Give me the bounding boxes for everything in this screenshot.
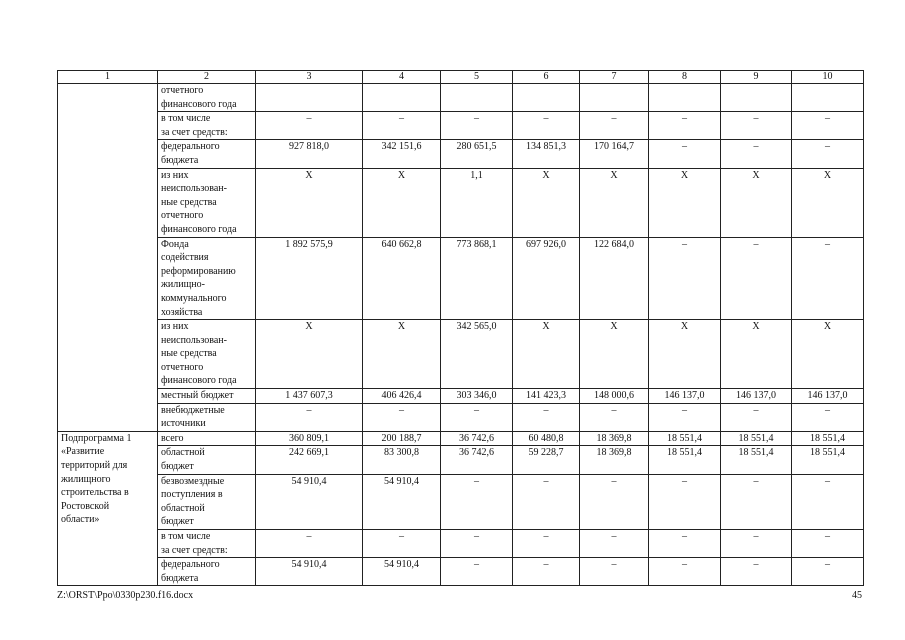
value-cell: Х bbox=[513, 168, 580, 237]
table-row bbox=[58, 168, 864, 237]
value-cell: – bbox=[513, 112, 580, 140]
value-cell: – bbox=[363, 112, 441, 140]
table-row bbox=[58, 84, 864, 112]
value-cell: 406 426,4 bbox=[363, 389, 441, 404]
header-cell: 6 bbox=[513, 71, 580, 84]
value-cell: – bbox=[721, 112, 792, 140]
table-row bbox=[58, 474, 864, 529]
value-cell: 36 742,6 bbox=[441, 446, 513, 474]
source-label: в том числе за счет средств: bbox=[158, 112, 256, 140]
value-cell: 360 809,1 bbox=[256, 431, 363, 446]
value-cell: – bbox=[580, 112, 649, 140]
value-cell: – bbox=[649, 558, 721, 586]
value-cell: – bbox=[256, 530, 363, 558]
value-cell: Х bbox=[363, 168, 441, 237]
value-cell: – bbox=[649, 237, 721, 320]
source-label: отчетного финансового года bbox=[158, 84, 256, 112]
value-cell: – bbox=[721, 237, 792, 320]
table-row bbox=[58, 403, 864, 431]
value-cell: Х bbox=[649, 320, 721, 389]
value-cell: – bbox=[441, 530, 513, 558]
value-cell: 54 910,4 bbox=[363, 474, 441, 529]
value-cell: – bbox=[363, 403, 441, 431]
value-cell: – bbox=[513, 530, 580, 558]
value-cell: 773 868,1 bbox=[441, 237, 513, 320]
value-cell: 146 137,0 bbox=[721, 389, 792, 404]
value-cell: – bbox=[256, 403, 363, 431]
value-cell bbox=[513, 84, 580, 112]
value-cell: Х bbox=[792, 320, 864, 389]
source-label: областной бюджет bbox=[158, 446, 256, 474]
value-cell: – bbox=[721, 558, 792, 586]
table-row bbox=[58, 558, 864, 586]
value-cell: 18 551,4 bbox=[792, 431, 864, 446]
budget-table bbox=[57, 70, 864, 586]
value-cell: – bbox=[721, 140, 792, 168]
header-cell: 2 bbox=[158, 71, 256, 84]
header-cell: 5 bbox=[441, 71, 513, 84]
value-cell: 280 651,5 bbox=[441, 140, 513, 168]
value-cell: Х bbox=[721, 168, 792, 237]
header-cell: 3 bbox=[256, 71, 363, 84]
value-cell: – bbox=[649, 403, 721, 431]
value-cell: 60 480,8 bbox=[513, 431, 580, 446]
value-cell: – bbox=[792, 112, 864, 140]
table-row bbox=[58, 446, 864, 474]
value-cell: – bbox=[792, 474, 864, 529]
value-cell: Х bbox=[256, 168, 363, 237]
value-cell: Х bbox=[721, 320, 792, 389]
value-cell: 1,1 bbox=[441, 168, 513, 237]
header-row bbox=[58, 71, 864, 84]
value-cell: – bbox=[580, 403, 649, 431]
value-cell: 640 662,8 bbox=[363, 237, 441, 320]
value-cell: 18 551,4 bbox=[792, 446, 864, 474]
table-row bbox=[58, 431, 864, 446]
header-cell: 9 bbox=[721, 71, 792, 84]
value-cell: – bbox=[649, 530, 721, 558]
value-cell: – bbox=[721, 403, 792, 431]
value-cell: – bbox=[513, 474, 580, 529]
value-cell: Х bbox=[580, 320, 649, 389]
value-cell bbox=[363, 84, 441, 112]
value-cell: – bbox=[580, 558, 649, 586]
value-cell: – bbox=[441, 403, 513, 431]
value-cell bbox=[441, 84, 513, 112]
value-cell: 242 669,1 bbox=[256, 446, 363, 474]
source-label: всего bbox=[158, 431, 256, 446]
table-row bbox=[58, 112, 864, 140]
source-label: из них неиспользован- ные средства отчетного финансового года bbox=[158, 320, 256, 389]
value-cell: – bbox=[649, 474, 721, 529]
value-cell: – bbox=[792, 403, 864, 431]
value-cell: 36 742,6 bbox=[441, 431, 513, 446]
page-number: 45 bbox=[852, 590, 862, 601]
value-cell: – bbox=[721, 530, 792, 558]
footer-file-path: Z:\ORST\Ppo\0330p230.f16.docx bbox=[57, 590, 194, 601]
value-cell: 54 910,4 bbox=[256, 558, 363, 586]
value-cell: – bbox=[441, 558, 513, 586]
value-cell: – bbox=[513, 558, 580, 586]
source-label: местный бюджет bbox=[158, 389, 256, 404]
table-row bbox=[58, 320, 864, 389]
value-cell: – bbox=[441, 112, 513, 140]
value-cell: 927 818,0 bbox=[256, 140, 363, 168]
value-cell: – bbox=[580, 530, 649, 558]
value-cell: – bbox=[721, 474, 792, 529]
value-cell: – bbox=[580, 474, 649, 529]
header-cell: 8 bbox=[649, 71, 721, 84]
table-row bbox=[58, 389, 864, 404]
value-cell: 148 000,6 bbox=[580, 389, 649, 404]
source-label: внебюджетные источники bbox=[158, 403, 256, 431]
value-cell: – bbox=[792, 558, 864, 586]
value-cell: – bbox=[363, 530, 441, 558]
header-cell: 7 bbox=[580, 71, 649, 84]
value-cell: 18 369,8 bbox=[580, 446, 649, 474]
value-cell: – bbox=[792, 530, 864, 558]
source-label: безвозмездные поступления в областной бюджет bbox=[158, 474, 256, 529]
value-cell: 134 851,3 bbox=[513, 140, 580, 168]
value-cell: 18 551,4 bbox=[649, 431, 721, 446]
value-cell: 59 228,7 bbox=[513, 446, 580, 474]
value-cell: – bbox=[792, 140, 864, 168]
table-row bbox=[58, 140, 864, 168]
value-cell: 342 151,6 bbox=[363, 140, 441, 168]
table-row bbox=[58, 530, 864, 558]
value-cell: 697 926,0 bbox=[513, 237, 580, 320]
value-cell: 141 423,3 bbox=[513, 389, 580, 404]
value-cell: Х bbox=[580, 168, 649, 237]
source-label: федерального бюджета bbox=[158, 140, 256, 168]
source-label: в том числе за счет средств: bbox=[158, 530, 256, 558]
source-label: федерального бюджета bbox=[158, 558, 256, 586]
value-cell: Х bbox=[513, 320, 580, 389]
value-cell: – bbox=[792, 237, 864, 320]
value-cell: 54 910,4 bbox=[363, 558, 441, 586]
table-row bbox=[58, 237, 864, 320]
value-cell: 18 551,4 bbox=[649, 446, 721, 474]
subprogram-cell: Подпрограмма 1 «Развитие территорий для жилищного строительства в Ростовской области» bbox=[58, 431, 158, 586]
value-cell: – bbox=[441, 474, 513, 529]
value-cell: 303 346,0 bbox=[441, 389, 513, 404]
value-cell: 18 369,8 bbox=[580, 431, 649, 446]
value-cell: 18 551,4 bbox=[721, 446, 792, 474]
value-cell: 122 684,0 bbox=[580, 237, 649, 320]
value-cell: 54 910,4 bbox=[256, 474, 363, 529]
table-header bbox=[58, 71, 864, 84]
value-cell: – bbox=[256, 112, 363, 140]
value-cell: Х bbox=[363, 320, 441, 389]
value-cell: Х bbox=[792, 168, 864, 237]
value-cell: 170 164,7 bbox=[580, 140, 649, 168]
value-cell bbox=[256, 84, 363, 112]
value-cell: 146 137,0 bbox=[649, 389, 721, 404]
source-label: из них неиспользован- ные средства отчетного финансового года bbox=[158, 168, 256, 237]
value-cell: – bbox=[513, 403, 580, 431]
value-cell: – bbox=[649, 140, 721, 168]
program-cell-empty bbox=[58, 84, 158, 432]
source-label: Фонда содействия реформированию жилищно- коммунального хозяйства bbox=[158, 237, 256, 320]
value-cell: 146 137,0 bbox=[792, 389, 864, 404]
value-cell bbox=[580, 84, 649, 112]
header-cell: 4 bbox=[363, 71, 441, 84]
value-cell: Х bbox=[649, 168, 721, 237]
value-cell: – bbox=[649, 112, 721, 140]
value-cell bbox=[649, 84, 721, 112]
value-cell: 18 551,4 bbox=[721, 431, 792, 446]
value-cell: 1 892 575,9 bbox=[256, 237, 363, 320]
value-cell: Х bbox=[256, 320, 363, 389]
value-cell: 200 188,7 bbox=[363, 431, 441, 446]
value-cell: 83 300,8 bbox=[363, 446, 441, 474]
value-cell: 342 565,0 bbox=[441, 320, 513, 389]
value-cell bbox=[721, 84, 792, 112]
table-body bbox=[58, 84, 864, 586]
value-cell bbox=[792, 84, 864, 112]
header-cell: 10 bbox=[792, 71, 864, 84]
header-cell: 1 bbox=[58, 71, 158, 84]
value-cell: 1 437 607,3 bbox=[256, 389, 363, 404]
